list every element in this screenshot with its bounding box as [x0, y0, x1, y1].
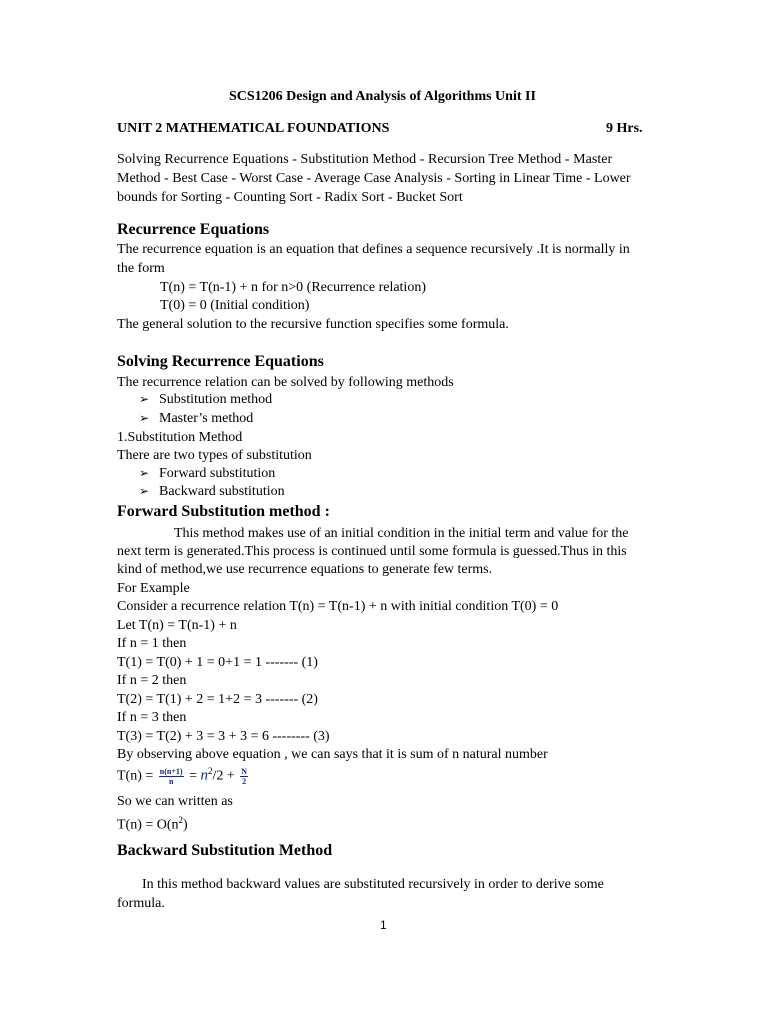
- backward-text-2: formula.: [117, 896, 165, 911]
- section-heading-recurrence: Recurrence Equations: [117, 221, 270, 238]
- document-title: SCS1206 Design and Analysis of Algorithms Unit II: [229, 89, 536, 104]
- example-line: Let T(n) = T(n-1) + n: [117, 618, 237, 633]
- recurrence-equation-1: T(n) = T(n-1) + n for n>0 (Recurrence relation): [160, 280, 426, 295]
- syllabus-line-1: Solving Recurrence Equations - Substitution Method - Recursion Tree Method - Master: [117, 152, 613, 167]
- result-formula: $T(n) = O(n^2)$: [117, 815, 188, 833]
- recurrence-equation-2: T(0) = 0 (Initial condition): [160, 298, 310, 313]
- section-heading-forward: Forward Substitution method :: [117, 503, 330, 520]
- arrow-bullet-icon: ➢: [139, 392, 150, 406]
- syllabus-line-2: Method - Best Case - Worst Case - Average Case Analysis - Sorting in Linear Time - Lower: [117, 171, 631, 186]
- example-line: If n = 3 then: [117, 710, 187, 725]
- example-line: T(3) = T(2) + 3 = 3 + 3 = 6 -------- (3): [117, 729, 330, 744]
- example-line: By observing above equation , we can says that it is sum of n natural number: [117, 747, 548, 762]
- method-item: ➢ Substitution method: [139, 392, 273, 407]
- syllabus-line-3: bounds for Sorting - Counting Sort - Radix Sort - Bucket Sort: [117, 190, 463, 205]
- example-line: T(1) = T(0) + 1 = 0+1 = 1 ------- (1): [117, 655, 318, 670]
- type-item: ➢ Forward substitution: [139, 466, 276, 481]
- example-line: Consider a recurrence relation T(n) = T(n-1) + n with initial condition T(0) = 0: [117, 599, 559, 614]
- unit-heading: UNIT 2 MATHEMATICAL FOUNDATIONS: [117, 121, 390, 136]
- type-item: ➢ Backward substitution: [139, 484, 285, 499]
- sum-formula: T(n) = $\frac{n(n+1)}{n}$ = $n^2/2$ + $\frac{N}{2}$: [117, 766, 248, 786]
- forward-paragraph-2: next term is generated.This process is continued until some formula is guessed.Thus in this: [117, 544, 627, 559]
- forward-paragraph-1: This method makes use of an initial condition in the initial term and value for the: [174, 526, 629, 541]
- example-line: For Example: [117, 581, 190, 596]
- page-number: 1: [380, 918, 387, 932]
- substitution-subtitle: 1.Substitution Method: [117, 430, 243, 445]
- section-heading-backward: Backward Substitution Method: [117, 842, 333, 859]
- method-item: ➢ Master’s method: [139, 411, 254, 426]
- recurrence-text-3: The general solution to the recursive function specifies some formula.: [117, 317, 509, 332]
- section-heading-solving: Solving Recurrence Equations: [117, 353, 324, 370]
- example-line: If n = 2 then: [117, 673, 187, 688]
- recurrence-text-2: the form: [117, 261, 165, 276]
- backward-text-1: In this method backward values are substituted recursively in order to derive some: [142, 877, 604, 892]
- forward-paragraph-3: kind of method,we use recurrence equations to generate few terms.: [117, 562, 493, 577]
- example-line: T(2) = T(1) + 2 = 1+2 = 3 ------- (2): [117, 692, 318, 707]
- solving-intro: The recurrence relation can be solved by following methods: [117, 375, 454, 390]
- arrow-bullet-icon: ➢: [139, 411, 150, 425]
- recurrence-text-1: The recurrence equation is an equation that defines a sequence recursively .It is normally in: [117, 242, 630, 257]
- arrow-bullet-icon: ➢: [139, 484, 150, 498]
- fraction: $\frac{n(n+1)}{n}$: [159, 766, 183, 786]
- so-text: So we can written as: [117, 794, 233, 809]
- example-line: If n = 1 then: [117, 636, 187, 651]
- fraction: $\frac{N}{2}$: [241, 766, 248, 786]
- unit-hours: 9 Hrs.: [606, 121, 643, 136]
- arrow-bullet-icon: ➢: [139, 466, 150, 480]
- types-intro: There are two types of substitution: [117, 448, 312, 463]
